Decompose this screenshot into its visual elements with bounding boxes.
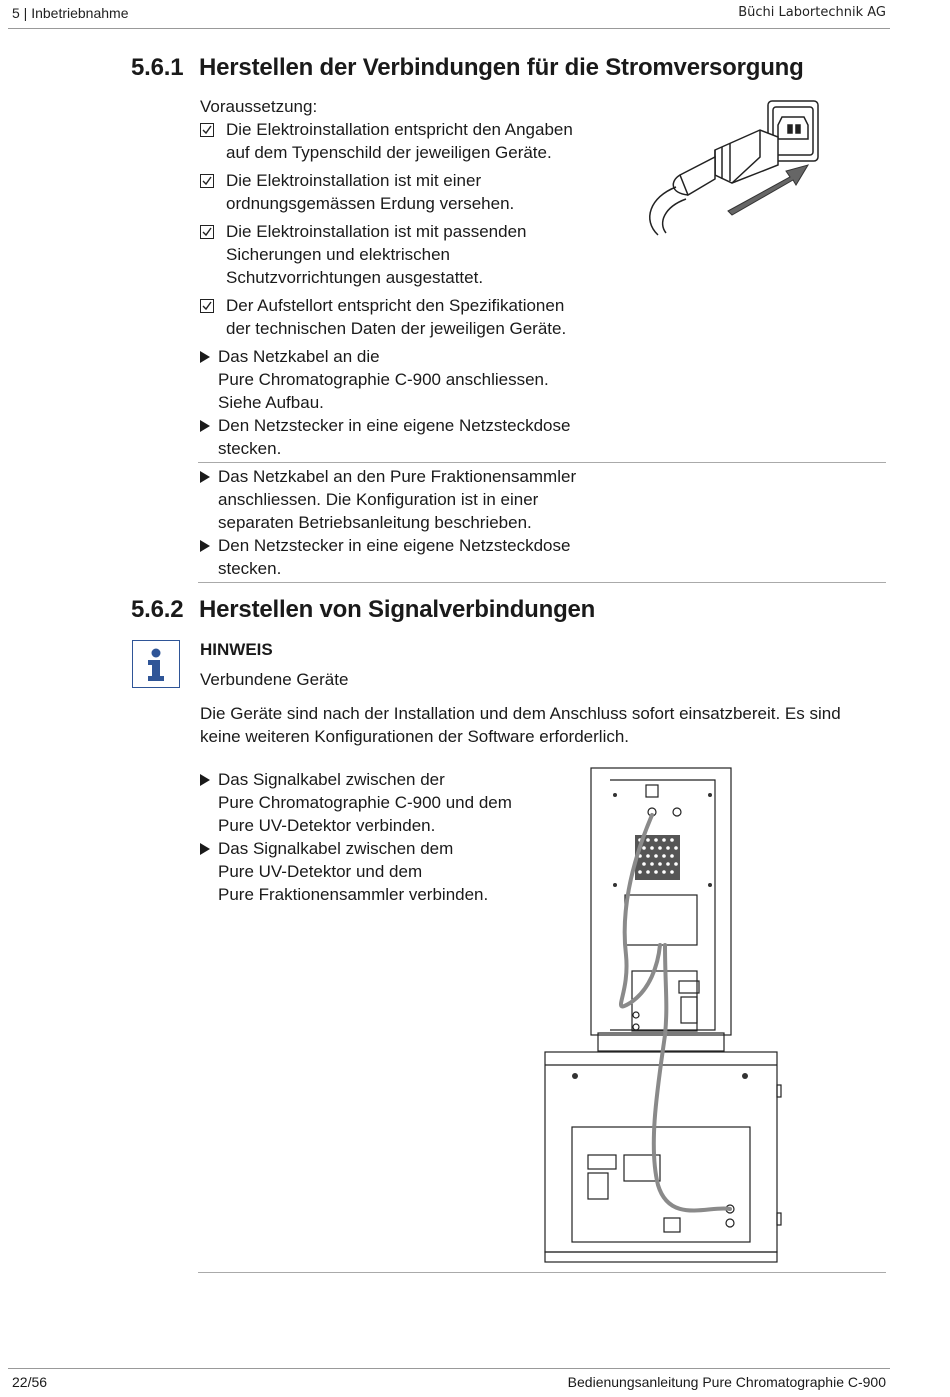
prerequisite-text: Die Elektroinstallation ist mit einer ordnungsgemässen Erdung versehen. [226,171,515,213]
instruction-step [200,768,512,837]
prerequisite-text: Der Aufstellort entspricht den Spezifikationen der technischen Daten der jeweiligen Geräte. [226,296,567,338]
instruction-text: Das Signalkabel zwischen der Pure Chromatographie C-900 und dem Pure UV-Detektor verbinden. [218,770,512,835]
prerequisite-item [200,294,566,340]
prerequisite-label: Voraussetzung: [200,97,318,116]
instruction-step [200,345,549,414]
header-company: Büchi Labortechnik AG [738,5,886,20]
step-triangle-icon [200,768,220,791]
instruction-text: Das Netzkabel an die Pure Chromatographie C-900 anschliessen. Siehe Aufbau. [218,347,549,412]
instruction-text: Das Signalkabel zwischen dem Pure UV-Detektor und dem Pure Fraktionensammler verbinden. [218,839,489,904]
prerequisite-item [200,220,526,289]
header-section: 5 | Inbetriebnahme [12,5,129,21]
prerequisite-text: Die Elektroinstallation ist mit passenden Sicherungen und elektrischen Schutzvorrichtungen ausgestattet. [226,222,527,287]
notice-text: Die Geräte sind nach der Installation und dem Anschluss sofort einsatzbereit. Es sind keine weiteren Konfigurationen der Software erforderlich. [200,704,841,746]
checkbox-checked-icon [200,169,220,192]
prerequisite-text: Die Elektroinstallation entspricht den Angaben auf dem Typenschild der jeweiligen Geräte. [226,120,573,162]
instruction-text: Den Netzstecker in eine eigene Netzsteckdose stecken. [218,536,571,578]
section-562-heading [131,596,595,624]
step-divider [198,462,886,463]
section-562-number: 5.6.2 [131,596,184,623]
step-triangle-icon [200,414,220,437]
notice-subtitle: Verbundene Geräte [200,670,349,689]
prerequisite-item [200,118,573,164]
checkbox-checked-icon [200,118,220,141]
step-triangle-icon [200,465,220,488]
instruction-text: Den Netzstecker in eine eigene Netzsteckdose stecken. [218,416,571,458]
checkbox-checked-icon [200,220,220,243]
step-triangle-icon [200,837,220,860]
section-562-title: Herstellen von Signalverbindungen [199,596,596,623]
power-plug-illustration [640,95,830,245]
step-triangle-icon [200,345,220,368]
section-561-heading [131,54,804,82]
footer-divider [8,1368,890,1369]
instruction-step [200,465,576,534]
footer-page-number: 22/56 [12,1374,48,1390]
section-561-number: 5.6.1 [131,54,184,81]
instruction-step [200,414,570,460]
section-divider [198,582,886,583]
step-triangle-icon [200,534,220,557]
footer-manual-title: Bedienungsanleitung Pure Chromatographie C-900 [567,1374,886,1390]
section-end-divider [198,1272,886,1273]
instruction-step [200,534,570,580]
instruction-text: Das Netzkabel an den Pure Fraktionensammler anschliessen. Die Konfiguration ist in einer separaten Betriebsanleitung beschrieben. [218,467,577,532]
instruction-step [200,837,488,906]
section-561-title: Herstellen der Verbindungen für die Stromversorgung [199,54,804,81]
header-divider [8,28,890,29]
prerequisite-item [200,169,514,215]
checkbox-checked-icon [200,294,220,317]
info-icon [132,640,180,688]
notice-title: HINWEIS [200,640,273,659]
device-stack-illustration [540,765,785,1265]
